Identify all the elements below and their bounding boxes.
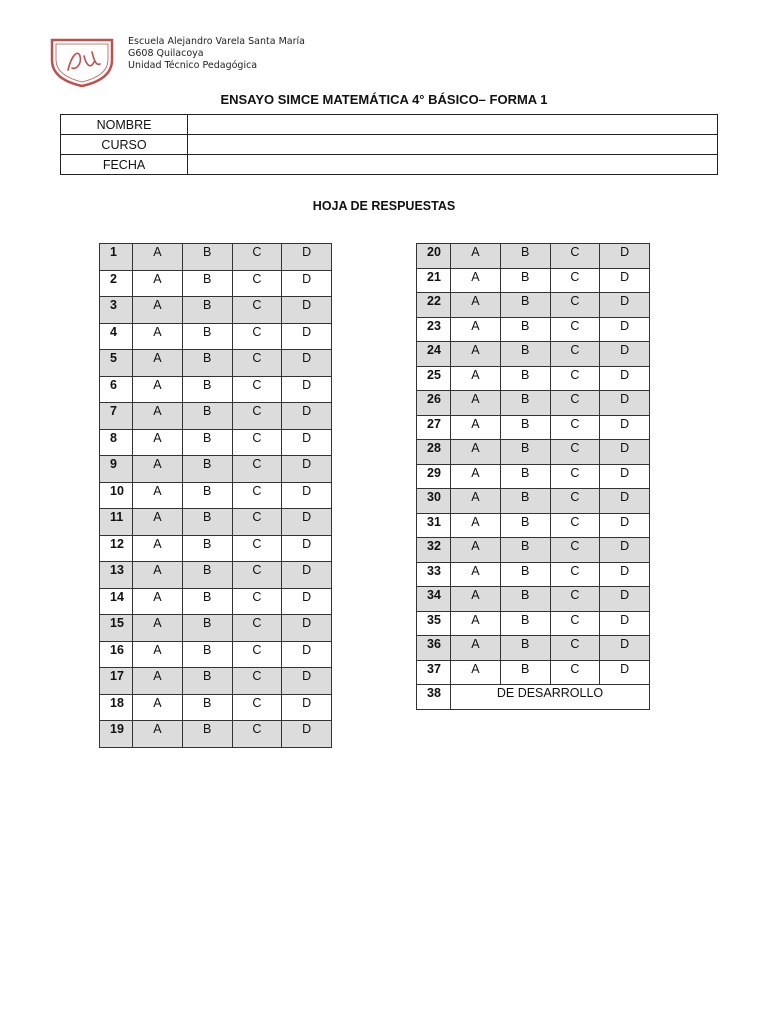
question-number: 20 <box>417 244 451 269</box>
question-number: 26 <box>417 391 451 416</box>
answer-option-c[interactable]: C <box>550 244 600 269</box>
answer-option-d[interactable]: D <box>600 391 650 416</box>
answer-option-b[interactable]: B <box>182 323 232 350</box>
answer-option-c[interactable]: C <box>550 489 600 514</box>
answer-option-c[interactable]: C <box>550 391 600 416</box>
answer-option-b[interactable]: B <box>182 588 232 615</box>
question-number: 9 <box>100 456 133 483</box>
answer-option-d[interactable]: D <box>282 456 332 483</box>
question-number: 4 <box>100 323 133 350</box>
answer-option-a[interactable]: A <box>133 668 183 695</box>
question-number: 35 <box>417 611 451 636</box>
question-number: 36 <box>417 636 451 661</box>
question-number: 24 <box>417 342 451 367</box>
development-answer-cell[interactable]: DE DESARROLLO <box>451 685 650 710</box>
question-number: 37 <box>417 660 451 685</box>
answer-option-a[interactable]: A <box>451 317 501 342</box>
answer-option-d[interactable]: D <box>282 244 332 271</box>
info-row-date <box>61 155 718 175</box>
answer-option-b[interactable]: B <box>182 429 232 456</box>
question-row <box>417 538 650 563</box>
info-row-name <box>61 115 718 135</box>
info-label-name: NOMBRE <box>61 115 188 135</box>
answer-option-c[interactable]: C <box>550 538 600 563</box>
answer-option-c[interactable]: C <box>550 342 600 367</box>
question-number: 32 <box>417 538 451 563</box>
answer-option-b[interactable]: B <box>182 456 232 483</box>
question-row <box>417 440 650 465</box>
question-number: 25 <box>417 366 451 391</box>
answer-option-a[interactable]: A <box>133 376 183 403</box>
question-row <box>417 562 650 587</box>
question-number: 38 <box>417 685 451 710</box>
answer-option-a[interactable]: A <box>451 391 501 416</box>
question-number: 30 <box>417 489 451 514</box>
answer-option-c[interactable]: C <box>232 350 282 377</box>
info-label-date: FECHA <box>61 155 188 175</box>
answer-option-c[interactable]: C <box>232 244 282 271</box>
answer-option-b[interactable]: B <box>500 342 550 367</box>
answer-option-d[interactable]: D <box>282 615 332 642</box>
answer-option-c[interactable]: C <box>232 721 282 748</box>
answer-option-c[interactable]: C <box>550 293 600 318</box>
answer-option-a[interactable]: A <box>451 489 501 514</box>
answer-option-b[interactable]: B <box>500 538 550 563</box>
question-number: 7 <box>100 403 133 430</box>
answer-option-d[interactable]: D <box>600 440 650 465</box>
question-row <box>100 615 332 642</box>
answer-option-c[interactable]: C <box>232 615 282 642</box>
answer-option-d[interactable]: D <box>282 429 332 456</box>
answer-option-d[interactable]: D <box>600 562 650 587</box>
answer-option-c[interactable]: C <box>232 641 282 668</box>
answer-option-d[interactable]: D <box>282 482 332 509</box>
answer-option-b[interactable]: B <box>182 297 232 324</box>
answer-option-d[interactable]: D <box>282 403 332 430</box>
answer-option-c[interactable]: C <box>550 464 600 489</box>
answer-option-a[interactable]: A <box>133 323 183 350</box>
answer-option-b[interactable]: B <box>500 317 550 342</box>
question-row <box>100 270 332 297</box>
date-field[interactable] <box>188 155 718 175</box>
answer-option-b[interactable]: B <box>182 350 232 377</box>
answer-option-a[interactable]: A <box>133 270 183 297</box>
question-number: 14 <box>100 588 133 615</box>
answer-option-b[interactable]: B <box>500 415 550 440</box>
answer-option-d[interactable]: D <box>282 721 332 748</box>
answer-option-d[interactable]: D <box>600 244 650 269</box>
question-row <box>100 509 332 536</box>
school-info <box>128 36 305 72</box>
answer-option-b[interactable]: B <box>182 509 232 536</box>
question-row <box>100 588 332 615</box>
answer-option-a[interactable]: A <box>451 636 501 661</box>
answer-option-b[interactable]: B <box>500 660 550 685</box>
answer-option-d[interactable]: D <box>600 538 650 563</box>
answer-option-a[interactable]: A <box>133 615 183 642</box>
school-logo <box>48 36 116 88</box>
answer-option-d[interactable]: D <box>282 641 332 668</box>
answer-option-a[interactable]: A <box>451 293 501 318</box>
answer-option-d[interactable]: D <box>600 660 650 685</box>
answer-option-d[interactable]: D <box>282 323 332 350</box>
answer-option-a[interactable]: A <box>451 366 501 391</box>
answer-option-c[interactable]: C <box>232 668 282 695</box>
answer-option-a[interactable]: A <box>451 538 501 563</box>
answer-option-a[interactable]: A <box>133 244 183 271</box>
question-row <box>417 317 650 342</box>
question-row <box>100 323 332 350</box>
answer-option-a[interactable]: A <box>133 509 183 536</box>
question-number: 28 <box>417 440 451 465</box>
answer-option-a[interactable]: A <box>451 587 501 612</box>
answer-option-d[interactable]: D <box>600 513 650 538</box>
answer-option-a[interactable]: A <box>451 440 501 465</box>
answer-option-a[interactable]: A <box>451 244 501 269</box>
answer-option-d[interactable]: D <box>282 270 332 297</box>
answer-option-c[interactable]: C <box>232 562 282 589</box>
answer-option-d[interactable]: D <box>282 376 332 403</box>
question-row <box>100 721 332 748</box>
answer-option-a[interactable]: A <box>451 268 501 293</box>
question-number: 1 <box>100 244 133 271</box>
answer-option-b[interactable]: B <box>500 489 550 514</box>
answer-option-c[interactable]: C <box>232 509 282 536</box>
answer-option-b[interactable]: B <box>182 535 232 562</box>
answer-option-c[interactable]: C <box>232 323 282 350</box>
answer-option-c[interactable]: C <box>550 268 600 293</box>
answer-option-c[interactable]: C <box>550 562 600 587</box>
question-row <box>417 268 650 293</box>
answer-option-b[interactable]: B <box>500 611 550 636</box>
question-row <box>417 342 650 367</box>
question-row <box>100 456 332 483</box>
answer-option-a[interactable]: A <box>451 611 501 636</box>
answer-option-c[interactable]: C <box>232 535 282 562</box>
answer-option-d[interactable]: D <box>600 293 650 318</box>
answer-option-d[interactable]: D <box>600 611 650 636</box>
answer-option-c[interactable]: C <box>550 440 600 465</box>
answer-option-a[interactable]: A <box>133 721 183 748</box>
answer-option-d[interactable]: D <box>600 268 650 293</box>
question-number: 21 <box>417 268 451 293</box>
question-number: 34 <box>417 587 451 612</box>
answer-option-d[interactable]: D <box>600 587 650 612</box>
answer-option-a[interactable]: A <box>133 456 183 483</box>
question-number: 11 <box>100 509 133 536</box>
answer-option-c[interactable]: C <box>232 429 282 456</box>
question-row <box>100 297 332 324</box>
answer-option-b[interactable]: B <box>182 641 232 668</box>
document-title: ENSAYO SIMCE MATEMÁTICA 4° BÁSICO– FORMA 1 <box>220 92 548 107</box>
answer-option-b[interactable]: B <box>182 694 232 721</box>
question-number: 22 <box>417 293 451 318</box>
question-row-development <box>417 685 650 710</box>
answer-option-a[interactable]: A <box>451 660 501 685</box>
answer-option-b[interactable]: B <box>182 270 232 297</box>
answer-sheet-title: HOJA DE RESPUESTAS <box>312 199 456 213</box>
answer-option-c[interactable]: C <box>550 513 600 538</box>
answer-option-c[interactable]: C <box>232 297 282 324</box>
answer-option-b[interactable]: B <box>500 440 550 465</box>
answer-option-d[interactable]: D <box>600 342 650 367</box>
answer-option-a[interactable]: A <box>133 641 183 668</box>
school-code: G608 Quilacoya <box>128 48 204 59</box>
question-row <box>100 429 332 456</box>
info-row-course <box>61 135 718 155</box>
answer-option-d[interactable]: D <box>600 366 650 391</box>
answer-option-a[interactable]: A <box>451 513 501 538</box>
answer-option-b[interactable]: B <box>500 293 550 318</box>
answer-option-b[interactable]: B <box>182 615 232 642</box>
question-number: 31 <box>417 513 451 538</box>
info-label-course: CURSO <box>61 135 188 155</box>
answer-option-c[interactable]: C <box>232 376 282 403</box>
question-row <box>100 535 332 562</box>
answer-option-c[interactable]: C <box>232 694 282 721</box>
question-number: 15 <box>100 615 133 642</box>
question-row <box>100 244 332 271</box>
student-info-table <box>60 114 718 175</box>
question-row <box>417 660 650 685</box>
answer-option-d[interactable]: D <box>600 464 650 489</box>
answer-option-c[interactable]: C <box>550 366 600 391</box>
answer-option-d[interactable]: D <box>282 509 332 536</box>
question-row <box>417 415 650 440</box>
answer-option-c[interactable]: C <box>232 270 282 297</box>
answer-option-d[interactable]: D <box>600 489 650 514</box>
answer-option-c[interactable]: C <box>550 660 600 685</box>
question-number: 8 <box>100 429 133 456</box>
answer-option-b[interactable]: B <box>500 391 550 416</box>
answer-option-d[interactable]: D <box>282 562 332 589</box>
answer-grid-left <box>99 243 332 748</box>
answer-option-a[interactable]: A <box>133 535 183 562</box>
answer-option-c[interactable]: C <box>550 587 600 612</box>
question-row <box>417 611 650 636</box>
answer-option-b[interactable]: B <box>182 668 232 695</box>
answer-option-b[interactable]: B <box>500 562 550 587</box>
course-field[interactable] <box>188 135 718 155</box>
name-field[interactable] <box>188 115 718 135</box>
question-row <box>417 587 650 612</box>
answer-option-c[interactable]: C <box>232 482 282 509</box>
answer-option-c[interactable]: C <box>550 415 600 440</box>
answer-option-a[interactable]: A <box>451 415 501 440</box>
question-row <box>100 403 332 430</box>
question-number: 2 <box>100 270 133 297</box>
answer-option-c[interactable]: C <box>550 611 600 636</box>
answer-option-d[interactable]: D <box>282 350 332 377</box>
answer-option-b[interactable]: B <box>500 268 550 293</box>
question-row <box>417 513 650 538</box>
question-number: 6 <box>100 376 133 403</box>
question-number: 27 <box>417 415 451 440</box>
answer-option-b[interactable]: B <box>500 636 550 661</box>
answer-option-a[interactable]: A <box>133 403 183 430</box>
answer-option-b[interactable]: B <box>500 244 550 269</box>
question-number: 23 <box>417 317 451 342</box>
answer-option-a[interactable]: A <box>133 482 183 509</box>
answer-option-d[interactable]: D <box>600 636 650 661</box>
answer-option-b[interactable]: B <box>182 244 232 271</box>
question-row <box>417 636 650 661</box>
answer-option-d[interactable]: D <box>282 588 332 615</box>
question-number: 17 <box>100 668 133 695</box>
answer-option-a[interactable]: A <box>133 429 183 456</box>
question-row <box>100 668 332 695</box>
question-row <box>417 366 650 391</box>
question-row <box>417 391 650 416</box>
answer-option-a[interactable]: A <box>451 464 501 489</box>
question-row <box>100 350 332 377</box>
answer-option-c[interactable]: C <box>550 636 600 661</box>
answer-option-c[interactable]: C <box>232 403 282 430</box>
answer-option-a[interactable]: A <box>133 562 183 589</box>
question-number: 3 <box>100 297 133 324</box>
answer-option-a[interactable]: A <box>451 562 501 587</box>
question-row <box>417 244 650 269</box>
answer-option-c[interactable]: C <box>232 588 282 615</box>
answer-option-a[interactable]: A <box>133 588 183 615</box>
answer-option-b[interactable]: B <box>182 482 232 509</box>
answer-option-b[interactable]: B <box>182 562 232 589</box>
school-unit: Unidad Técnico Pedagógica <box>128 60 258 71</box>
answer-option-d[interactable]: D <box>282 668 332 695</box>
question-number: 18 <box>100 694 133 721</box>
answer-option-c[interactable]: C <box>550 317 600 342</box>
answer-option-a[interactable]: A <box>133 297 183 324</box>
answer-option-b[interactable]: B <box>182 403 232 430</box>
question-row <box>100 376 332 403</box>
answer-option-d[interactable]: D <box>600 415 650 440</box>
answer-option-a[interactable]: A <box>133 350 183 377</box>
answer-option-a[interactable]: A <box>451 342 501 367</box>
answer-option-b[interactable]: B <box>500 464 550 489</box>
answer-option-d[interactable]: D <box>282 694 332 721</box>
question-row <box>100 641 332 668</box>
question-row <box>417 464 650 489</box>
question-row <box>100 482 332 509</box>
answer-option-b[interactable]: B <box>182 376 232 403</box>
question-number: 13 <box>100 562 133 589</box>
answer-option-c[interactable]: C <box>232 456 282 483</box>
question-row <box>417 489 650 514</box>
answer-option-d[interactable]: D <box>282 535 332 562</box>
answer-option-d[interactable]: D <box>600 317 650 342</box>
question-number: 29 <box>417 464 451 489</box>
question-number: 19 <box>100 721 133 748</box>
question-row <box>100 562 332 589</box>
answer-option-a[interactable]: A <box>133 694 183 721</box>
question-number: 16 <box>100 641 133 668</box>
question-row <box>100 694 332 721</box>
answer-grid-right <box>416 243 650 710</box>
answer-option-b[interactable]: B <box>182 721 232 748</box>
question-number: 10 <box>100 482 133 509</box>
question-number: 33 <box>417 562 451 587</box>
school-name: Escuela Alejandro Varela Santa María <box>128 36 305 47</box>
answer-option-d[interactable]: D <box>282 297 332 324</box>
question-number: 5 <box>100 350 133 377</box>
answer-option-b[interactable]: B <box>500 587 550 612</box>
question-number: 12 <box>100 535 133 562</box>
answer-option-b[interactable]: B <box>500 366 550 391</box>
question-row <box>417 293 650 318</box>
answer-option-b[interactable]: B <box>500 513 550 538</box>
